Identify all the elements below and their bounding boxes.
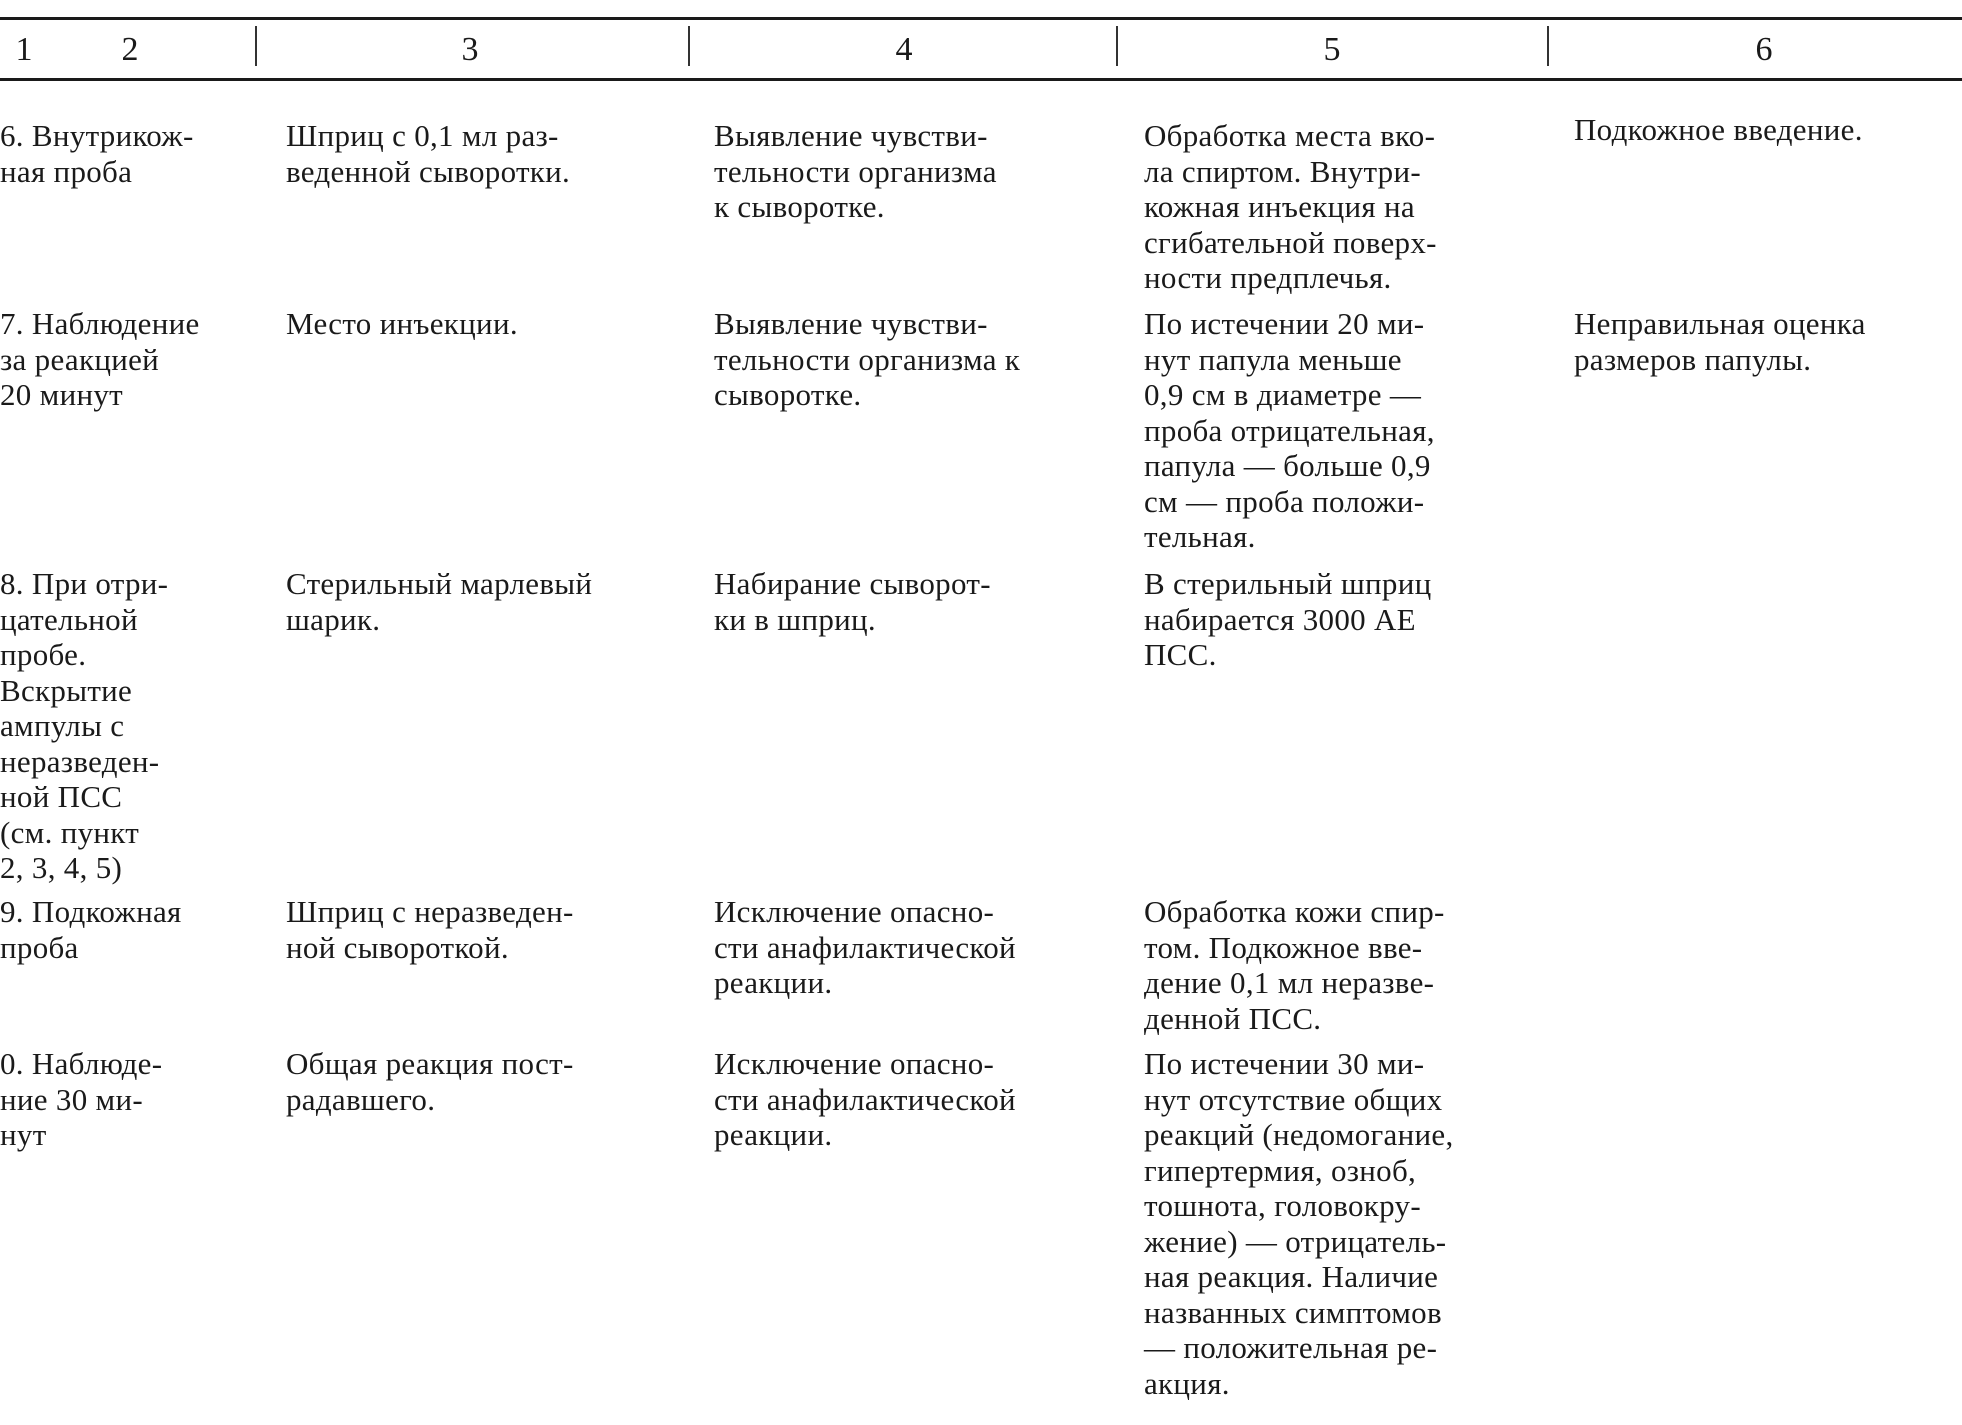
table-top-rule — [0, 17, 1962, 20]
table-cell-purpose: Набирание сыворот- ки в шприц. — [714, 566, 991, 637]
table-cell-step: 0. Наблюде- ние 30 ми- нут — [0, 1046, 163, 1152]
header-col-5: 5 — [1323, 31, 1341, 68]
table-cell-method: Обработка места вко- ла спиртом. Внутри- кожная инъекция на сгибательной поверх- ности предплечья. — [1144, 118, 1437, 295]
table-cell-step: 7. Наблюдение за реакцией 20 минут — [0, 306, 200, 412]
table-cell-purpose: Исключение опасно- сти анафилактической реакции. — [714, 1046, 1016, 1152]
table-cell-step: 6. Внутрикож- ная проба — [0, 118, 194, 189]
table-cell-equipment: Стерильный марлевый шарик. — [286, 566, 593, 637]
header-col-6: 6 — [1755, 31, 1773, 68]
header-divider — [255, 26, 257, 66]
table-cell-method: Обработка кожи спир- том. Подкожное вве- дение 0,1 мл неразве- денной ПСС. — [1144, 894, 1445, 1036]
header-divider — [1116, 26, 1118, 66]
table-cell-step: 9. Подкожная проба — [0, 894, 182, 965]
table-cell-equipment: Общая реакция пост- радавшего. — [286, 1046, 574, 1117]
header-divider — [688, 26, 690, 66]
table-cell-complication: Подкожное введение. — [1574, 112, 1863, 147]
table-cell-method: По истечении 20 ми- нут папула меньше 0,9 см в диаметре — проба отрицательная, папула — больше 0,9 см — проба положи- тельная. — [1144, 306, 1435, 554]
table-cell-method: В стерильный шприц набирается 3000 АЕ ПСС. — [1144, 566, 1432, 672]
table-cell-purpose: Выявление чувстви- тельности организма к сыворотке. — [714, 118, 997, 224]
header-col-1: 1 — [15, 31, 33, 68]
header-col-2: 2 — [121, 31, 139, 68]
table-cell-equipment: Шприц с неразведен- ной сывороткой. — [286, 894, 574, 965]
table-header-rule — [0, 78, 1962, 81]
table-cell-equipment: Шприц с 0,1 мл раз- веденной сыворотки. — [286, 118, 571, 189]
table-header — [0, 22, 1962, 78]
table-cell-complication: Неправильная оценка размеров папулы. — [1574, 306, 1866, 377]
table-cell-purpose: Исключение опасно- сти анафилактической реакции. — [714, 894, 1016, 1000]
header-col-3: 3 — [461, 31, 479, 68]
table-cell-method: По истечении 30 ми- нут отсутствие общих реакций (недомогание, гипертермия, озноб, тошнота, головокру- жение) — отрицатель- ная реакция. Наличие названных симптомов — положительная ре- акция. — [1144, 1046, 1454, 1401]
table-cell-purpose: Выявление чувстви- тельности организма к сыворотке. — [714, 306, 1021, 412]
header-col-4: 4 — [895, 31, 913, 68]
table-cell-equipment: Место инъекции. — [286, 306, 518, 341]
table-cell-step: 8. При отри- цательной пробе. Вскрытие ампулы с неразведен- ной ПСС (см. пункт 2, 3, 4, 5) — [0, 566, 169, 885]
header-divider — [1547, 26, 1549, 66]
